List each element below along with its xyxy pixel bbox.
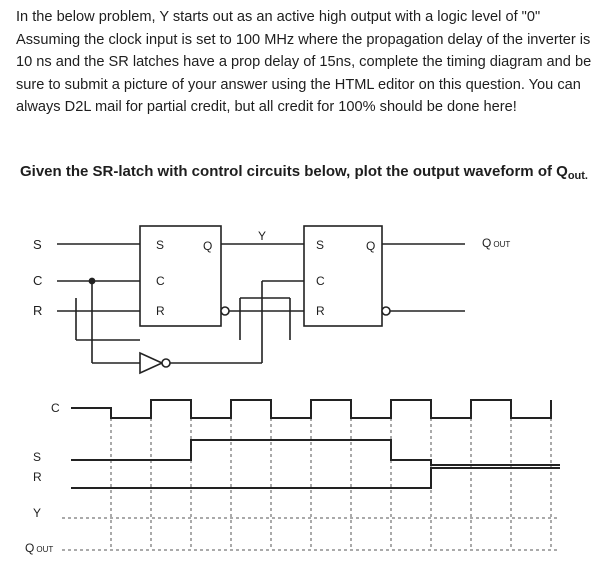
r-waveform bbox=[71, 468, 560, 488]
circuit-input-s-label: S bbox=[33, 237, 42, 252]
latch-1-s-label: S bbox=[156, 238, 165, 252]
latch-2-s-label: S bbox=[316, 238, 325, 252]
circuit-input-r-label: R bbox=[33, 303, 43, 318]
inverter-bubble bbox=[162, 359, 170, 367]
circuit-qout-label bbox=[482, 236, 510, 250]
latch-2-c-label: C bbox=[316, 274, 325, 288]
clock-waveform bbox=[71, 400, 551, 418]
timing-y-label: Y bbox=[33, 506, 42, 520]
timing-s-label: S bbox=[33, 450, 42, 464]
latch-1-r-label: R bbox=[156, 304, 165, 318]
timing-gridlines bbox=[111, 418, 551, 550]
timing-qout-sub: OUT bbox=[36, 545, 54, 554]
circuit-qout-sub: OUT bbox=[493, 240, 511, 249]
timing-qout-label bbox=[25, 541, 53, 555]
problem-text: In the below problem, Y starts out as an active high output with a logic level of "0" Assuming the clock input is set to 100 MHz where the propagation delay of the inverter is 10 ns and the SR latches have a prop delay of 15ns, complete the timing diagram and be sure to submit a picture of your answer using the HTML editor on this question. You can always D2L mail for partial credit, but all credit for 100% should be done here! bbox=[16, 9, 592, 116]
timing-diagram bbox=[25, 400, 560, 555]
timing-qout-q: Q bbox=[25, 541, 35, 555]
latch-2-qbar-bubble bbox=[382, 307, 390, 315]
latch-2-r-label: R bbox=[316, 304, 325, 318]
sr-latch-circuit bbox=[33, 226, 510, 373]
circuit-qout-q: Q bbox=[482, 236, 492, 250]
s-waveform bbox=[71, 440, 560, 465]
instruction-text: Given the SR-latch with control circuits below, plot the output waveform of Q bbox=[20, 163, 568, 180]
circuit-input-c-label: C bbox=[33, 273, 43, 288]
latch-1-qbar-bubble bbox=[221, 307, 229, 315]
instruction-subscript: out. bbox=[567, 170, 588, 182]
timing-c-label: C bbox=[51, 401, 60, 415]
y-label: Y bbox=[258, 229, 267, 243]
inverter-gate bbox=[140, 353, 162, 373]
timing-r-label: R bbox=[33, 470, 42, 484]
latch-1-q-label: Q bbox=[203, 239, 213, 253]
latch-2-q-label: Q bbox=[366, 239, 376, 253]
latch-1-c-label: C bbox=[156, 274, 165, 288]
